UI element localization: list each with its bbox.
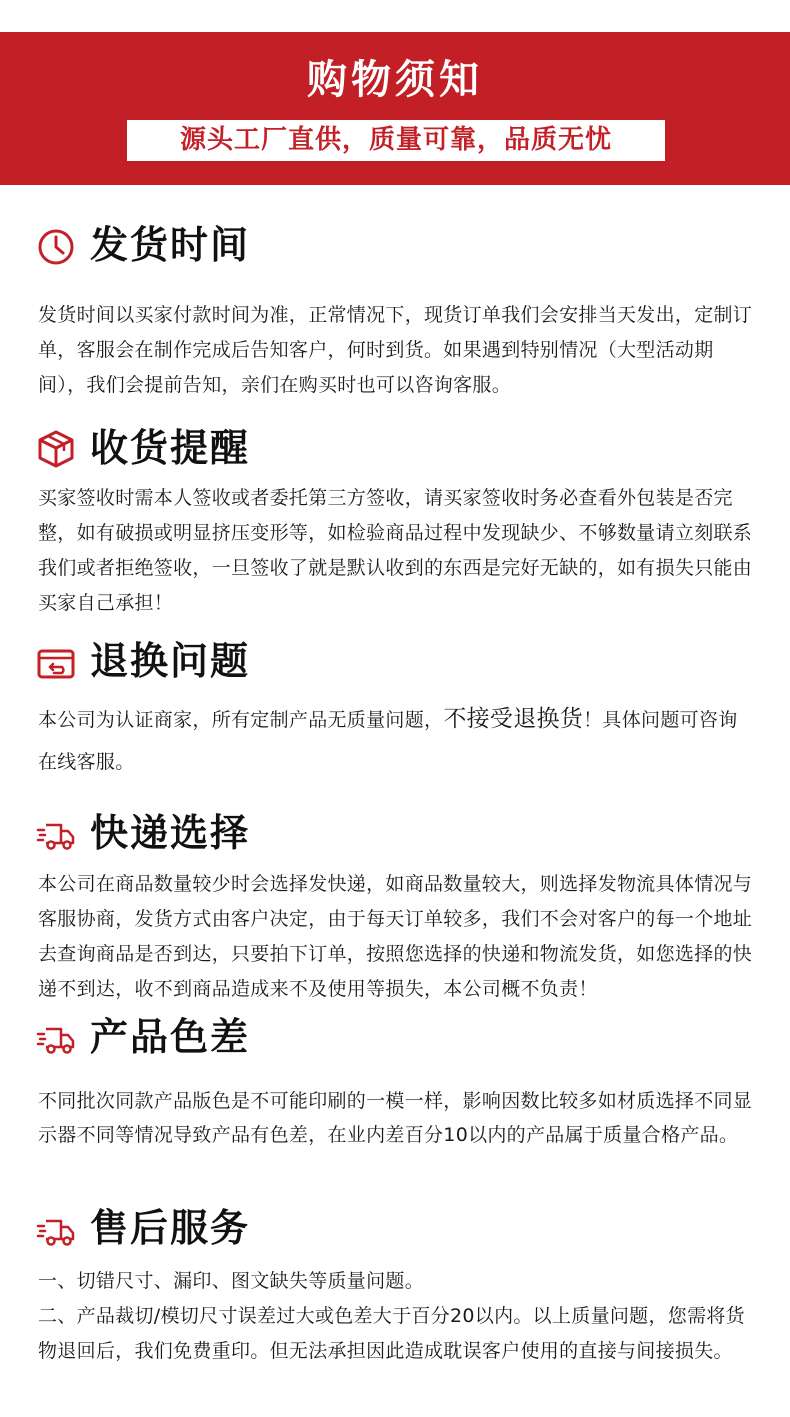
section-body-receipt-reminder [38, 481, 754, 621]
section-title-receipt-reminder: 收货提醒 [90, 426, 251, 470]
delivery-truck-icon [36, 1019, 76, 1059]
paragraph: 不同批次同款产品版色是不可能印刷的一模一样，影响因数比较多如材质选择不同显示器不同等情况导致产品有色差，在业内差百分10以内的产品属于质量合格产品。 [38, 1090, 753, 1146]
return-icon [36, 643, 76, 683]
section-body-shipping-time [38, 298, 754, 403]
returns-emphasis: 不接受退换货 [443, 706, 584, 732]
section-title-color-difference: 产品色差 [90, 1015, 251, 1059]
banner-subtitle: 源头工厂直供，质量可靠，品质无忧 [127, 120, 665, 161]
section-title-courier: 快递选择 [90, 811, 251, 855]
section-title-returns: 退换问题 [90, 639, 251, 683]
page-title: 购物须知 [307, 57, 483, 103]
delivery-truck-icon [36, 1211, 76, 1251]
paragraph: 本公司在商品数量较少时会选择发快递，如商品数量较大，则选择发物流具体情况与客服协商，发货方式由客户决定，由于每天订单较多，我们不会对客户的每一个地址去查询商品是否到达，只要拍下订单，按照您选择的快递和物流发货，如您选择的快递不到达，收不到商品造成来不及使用等损失，本公司概不负责！ [38, 873, 753, 1000]
paragraph: 二、产品裁切/模切尺寸误差过大或色差大于百分20以内。以上质量问题，您需将货物退回后，我们免费重印。但无法承担因此造成耽误客户使用的直接与间接损失。 [38, 1305, 745, 1362]
section-body-courier [38, 867, 754, 1007]
paragraph: 一、切错尺寸、漏印、图文缺失等质量问题。 [38, 1270, 425, 1292]
returns-text-after: ！具体问题可咨询在线客服。 [38, 709, 738, 773]
box-icon [36, 429, 76, 469]
paragraph: 买家签收时需本人签收或者委托第三方签收，请买家签收时务必查看外包装是否完整，如有破损或明显挤压变形等，如检验商品过程中发现缺少、不够数量请立刻联系我们或者拒绝签收，一旦签收了就是默认收到的东西是完好无缺的，如有损失只能由买家自己承担！ [38, 487, 753, 614]
section-body-after-sales [38, 1264, 754, 1369]
section-title-after-sales: 售后服务 [90, 1206, 251, 1250]
clock-icon [36, 227, 76, 267]
returns-text-before: 本公司为认证商家，所有定制产品无质量问题， [38, 709, 444, 731]
section-body-color-difference [38, 1084, 754, 1152]
paragraph: 发货时间以买家付款时间为准，正常情况下，现货订单我们会安排当天发出，定制订单，客服会在制作完成后告知客户，何时到货。如果遇到特别情况（大型活动期间），我们会提前告知，亲们在购买时也可以咨询客服。 [38, 304, 753, 396]
paragraph [38, 698, 754, 783]
section-title-shipping-time: 发货时间 [90, 223, 251, 267]
delivery-truck-icon [36, 815, 76, 855]
section-body-returns [38, 698, 754, 783]
